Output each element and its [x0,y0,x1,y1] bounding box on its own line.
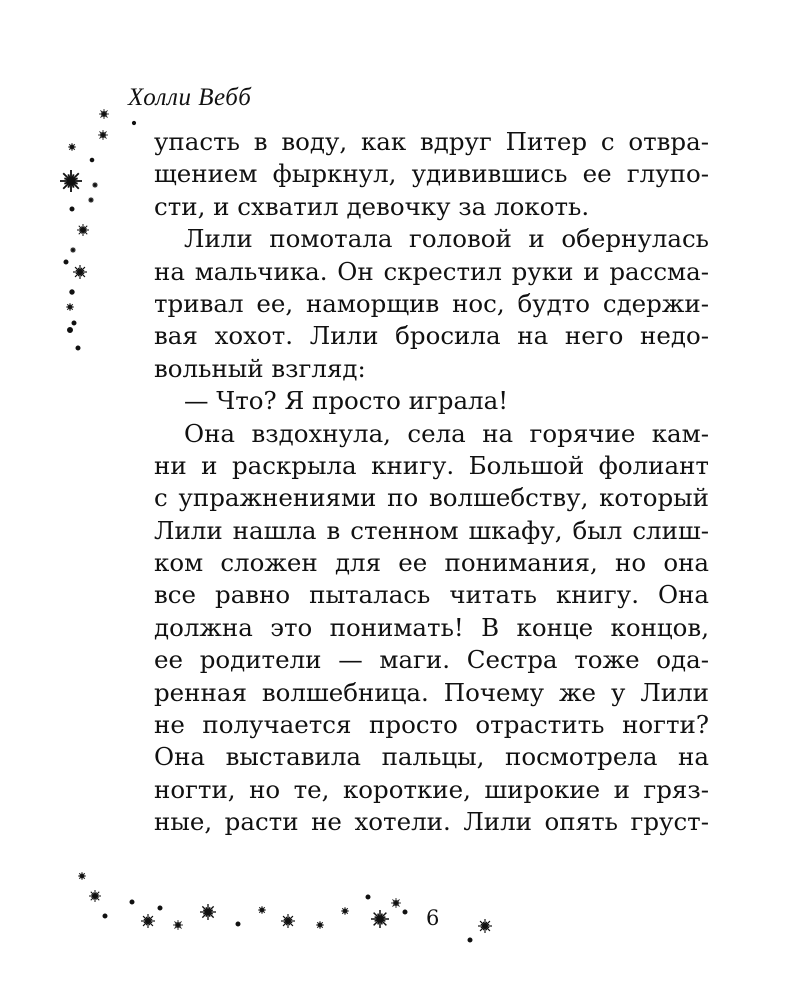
sparkle-star [478,919,492,933]
paragraph [154,385,709,417]
page-number: 6 [426,906,440,930]
text-line: сти, и схватил девочку за локоть. [154,191,590,221]
text-line: тривал ее, наморщив нос, будто сдержи- [154,288,709,318]
sparkle-dot [90,158,94,162]
sparkle-dot [132,121,135,124]
text-line: ком сложен для ее понимания, но она [154,548,709,578]
text-line: вая хохот. Лили бросила на него недо- [154,321,709,351]
sparkle-dot [70,207,74,211]
text-line: — Что? Я просто играла! [184,386,509,416]
sparkle-star [98,130,108,140]
text-line: с упражнениями по волшебству, который [154,483,709,513]
sparkle-star [341,907,349,915]
text-line: ренная волшебница. Почему же у Лили [154,677,709,707]
text-line: ни и раскрыла книгу. Большой фолиант [154,450,709,480]
text-line: вольный взгляд: [154,353,366,383]
sparkle-star [316,921,324,929]
sparkle-dot [468,938,472,942]
text-line: Она выставила пальцы, посмотрела на [154,742,709,772]
sparkle-dot [236,922,240,926]
sparkle-dot [158,906,162,910]
body-text [154,126,709,839]
sparkle-star [391,898,401,908]
sparkle-dot [64,260,68,264]
sparkle-star [99,109,109,119]
text-line: ные, расти не хотели. Лили опять груст- [154,807,709,837]
sparkle-star [70,247,76,253]
text-line: Лили нашла в стенном шкафу, был слиш- [154,515,709,545]
sparkle-star [68,143,76,151]
sparkle-dot [76,346,80,350]
sparkle-dot [68,328,73,333]
sparkle-star [73,265,87,279]
paragraph [154,223,709,385]
sparkle-dot [366,895,370,899]
sparkle-star [89,890,101,902]
text-line: Она вздохнула, села на горячие кам- [184,418,709,448]
text-line: щением фыркнул, удивившись ее глупо- [154,159,709,189]
text-line: не получается просто отрастить ногти? [154,710,709,740]
sparkle-star [78,872,86,880]
sparkle-star [141,914,155,928]
sparkle-star [88,197,94,203]
paragraph [154,126,709,223]
sparkle-star [281,914,295,928]
text-line: ногти, но те, короткие, широкие и гряз- [154,774,709,804]
text-line: на мальчика. Он скрестил руки и рассма- [154,256,709,286]
sparkle-star [66,303,74,311]
sparkle-star [60,170,82,192]
sparkle-dot [103,914,107,918]
text-line: ее родители — маги. Сестра тоже ода- [154,645,709,675]
text-line: должна это понимать! В конце концов, [154,612,709,642]
sparkle-star [77,224,89,236]
sparkle-star [258,906,266,914]
sparkle-dot [130,900,134,904]
text-line: Лили помотала головой и обернулась [184,224,709,254]
sparkle-dot [403,910,407,914]
sparkle-star [92,182,98,188]
sparkle-star [200,904,216,920]
sparkle-star [173,920,183,930]
sparkle-star [371,910,389,928]
sparkle-dot [70,290,74,294]
running-head: Холли Вебб [128,84,252,111]
paragraph [154,418,709,839]
sparkle-dot [72,321,76,325]
text-line: все равно пыталась читать книгу. Она [154,580,709,610]
text-line: упасть в воду, как вдруг Питер с отвра- [154,127,709,156]
